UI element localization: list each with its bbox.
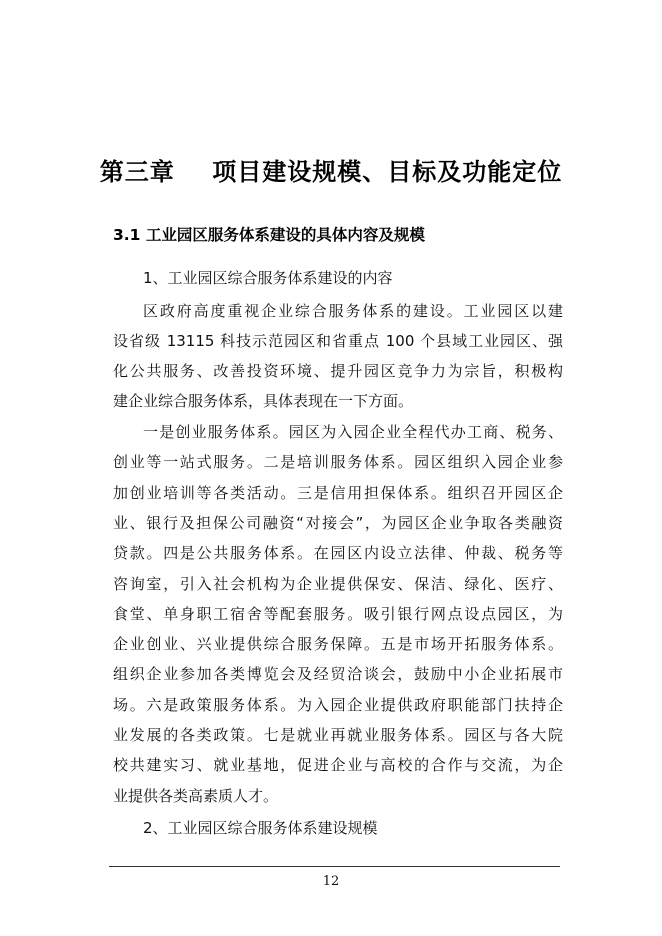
- chapter-title: 第三章 项目建设规模、目标及功能定位: [99, 157, 563, 186]
- page-number: 12: [322, 874, 340, 889]
- paragraph-line: 食堂、单身职工宿舍等配套服务。吸引银行网点设点园区，为: [113, 605, 563, 623]
- paragraph-line: 建企业综合服务体系，具体表现在一下方面。: [113, 392, 414, 410]
- footer-divider: [109, 866, 560, 867]
- paragraph-line: 组织企业参加各类博览会及经贸洽谈会，鼓励中小企业拓展市: [113, 665, 563, 683]
- paragraph-line: 业提供各类高素质人才。: [113, 787, 279, 805]
- subsection-heading-1: 1、工业园区综合服务体系建设的内容: [143, 269, 393, 287]
- paragraph-line: 创业等一站式服务。二是培训服务体系。园区组织入园企业参: [113, 453, 563, 471]
- paragraph-line: 校共建实习、就业基地，促进企业与高校的合作与交流，为企: [113, 756, 563, 774]
- paragraph-line: 贷款。四是公共服务体系。在园区内设立法律、仲裁、税务等: [113, 544, 563, 562]
- paragraph-line: 咨询室，引入社会机构为企业提供保安、保洁、绿化、医疗、: [113, 575, 563, 593]
- paragraph-line: 场。六是政策服务体系。为入园企业提供政府职能部门扶持企: [113, 696, 563, 714]
- subsection-heading-2: 2、工业园区综合服务体系建设规模: [143, 819, 378, 837]
- paragraph-line: 化公共服务、改善投资环境、提升园区竞争力为宗旨，积极构: [113, 362, 563, 380]
- paragraph-line: 业发展的各类政策。七是就业再就业服务体系。园区与各大院: [113, 726, 563, 744]
- paragraph-line: 企业创业、兴业提供综合服务保障。五是市场开拓服务体系。: [113, 635, 563, 653]
- paragraph-line: 设省级 13115 科技示范园区和省重点 100 个县域工业园区、强: [113, 332, 563, 350]
- paragraph-line: 区政府高度重视企业综合服务体系的建设。工业园区以建: [143, 302, 563, 320]
- paragraph-line: 一是创业服务体系。园区为入园企业全程代办工商、税务、: [143, 423, 563, 441]
- paragraph-line: 业、银行及担保公司融资“对接会”，为园区企业争取各类融资: [113, 514, 563, 532]
- section-heading: 3.1 工业园区服务体系建设的具体内容及规模: [113, 226, 425, 244]
- paragraph-line: 加创业培训等各类活动。三是信用担保体系。组织召开园区企: [113, 484, 563, 502]
